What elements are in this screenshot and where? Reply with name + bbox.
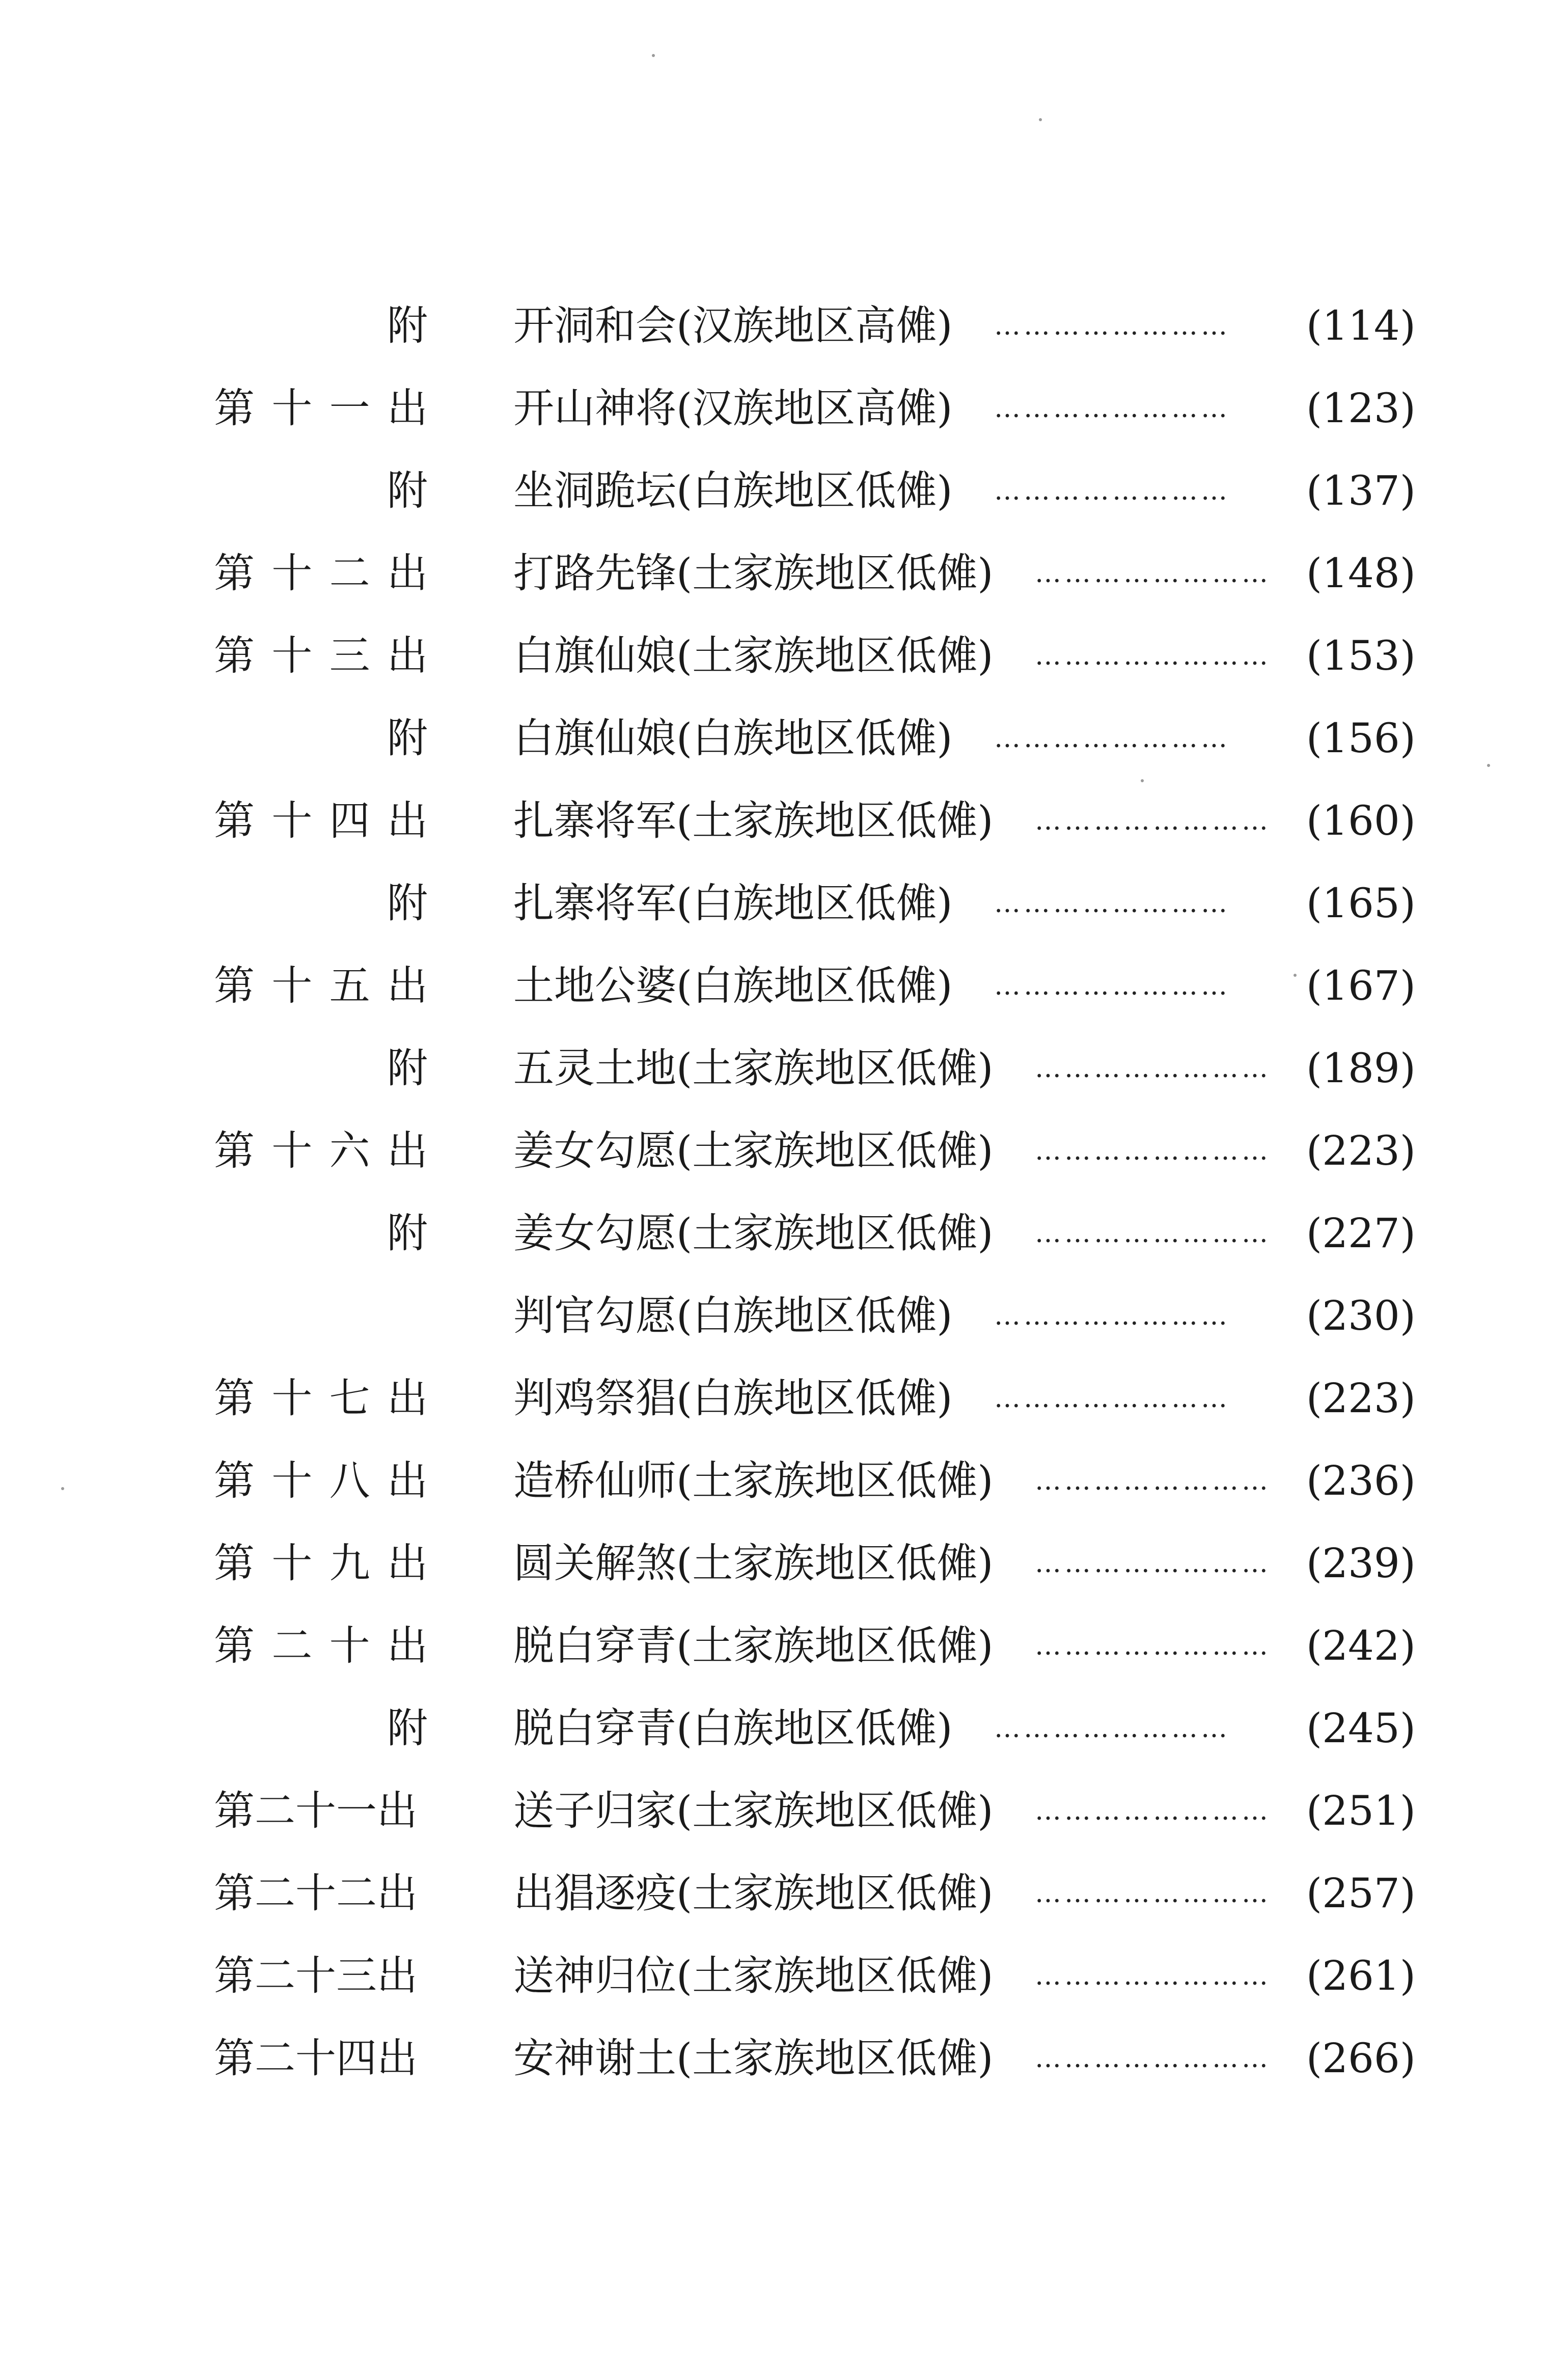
page-number: (242) — [1306, 1622, 1416, 1669]
leader-dots: …………………… — [994, 971, 1230, 1001]
chapter-label: 第 十 六 出 — [214, 1127, 428, 1174]
leader-dots: …………………… — [1035, 2043, 1271, 2074]
toc-entry — [0, 955, 1568, 1017]
leader-dots: …………………… — [1035, 558, 1271, 589]
toc-entry — [0, 1450, 1568, 1512]
page-number: (223) — [1306, 1375, 1416, 1422]
toc-entry — [0, 708, 1568, 769]
toc-entry — [0, 1533, 1568, 1594]
toc-entry — [0, 625, 1568, 686]
leader-dots: …………………… — [1035, 1631, 1271, 1661]
leader-dots: …………………… — [1035, 1548, 1271, 1579]
leader-dots: …………………… — [994, 1301, 1230, 1331]
entry-title: 送神归位(土家族地区低傩) — [513, 1952, 994, 1999]
toc-entry — [0, 1615, 1568, 1677]
entry-title: 扎寨将军(土家族地区低傩) — [513, 797, 994, 844]
leader-dots: …………………… — [994, 888, 1230, 919]
page-number: (153) — [1306, 632, 1416, 679]
chapter-label: 附 — [387, 467, 428, 514]
entry-title: 判官勾愿(白族地区低傩) — [513, 1292, 953, 1339]
entry-title: 坐洞跪坛(白族地区低傩) — [513, 467, 953, 514]
page-number: (230) — [1306, 1292, 1416, 1339]
toc-entry — [0, 1285, 1568, 1347]
toc-entry — [0, 295, 1568, 356]
scan-speck — [1487, 764, 1490, 767]
leader-dots: …………………… — [1035, 1218, 1271, 1249]
scan-speck — [652, 54, 655, 57]
leader-dots: …………………… — [1035, 1136, 1271, 1166]
toc-entry — [0, 873, 1568, 934]
entry-title: 姜女勾愿(土家族地区低傩) — [513, 1210, 994, 1257]
chapter-label: 第 十 八 出 — [214, 1457, 428, 1504]
page-number: (251) — [1306, 1787, 1416, 1834]
entry-title: 打路先锋(土家族地区低傩) — [513, 550, 994, 597]
entry-title: 姜女勾愿(土家族地区低傩) — [513, 1127, 994, 1174]
toc-entry — [0, 1863, 1568, 1924]
toc-entry — [0, 1203, 1568, 1264]
toc-entry — [0, 1780, 1568, 1842]
page-number: (156) — [1306, 715, 1416, 762]
page-number: (137) — [1306, 467, 1416, 514]
scan-speck — [1141, 779, 1144, 782]
toc-entry — [0, 1038, 1568, 1099]
leader-dots: …………………… — [1035, 1878, 1271, 1909]
chapter-label: 第 二 十 出 — [214, 1622, 428, 1669]
leader-dots: …………………… — [1035, 1961, 1271, 1991]
chapter-label: 附 — [387, 1045, 428, 1092]
leader-dots: …………………… — [994, 393, 1230, 424]
leader-dots: …………………… — [994, 723, 1230, 754]
page-number: (257) — [1306, 1870, 1416, 1917]
entry-title: 脱白穿青(土家族地区低傩) — [513, 1622, 994, 1669]
leader-dots: …………………… — [1035, 1466, 1271, 1496]
toc-entry — [0, 1945, 1568, 2007]
chapter-label: 附 — [387, 715, 428, 762]
entry-title: 脱白穿青(白族地区低傩) — [513, 1705, 953, 1752]
page-number: (165) — [1306, 880, 1416, 927]
entry-title: 扎寨将军(白族地区低傩) — [513, 880, 953, 927]
entry-title: 五灵土地(土家族地区低傩) — [513, 1045, 994, 1092]
page-number: (114) — [1306, 302, 1416, 349]
chapter-label: 第二十三出 — [214, 1952, 418, 1999]
chapter-label — [214, 1285, 428, 1347]
chapter-label: 第 十 七 出 — [214, 1375, 428, 1422]
entry-title: 圆关解煞(土家族地区低傩) — [513, 1540, 994, 1587]
page-number: (266) — [1306, 2035, 1416, 2082]
toc-entry — [0, 2028, 1568, 2089]
entry-title: 白旗仙娘(土家族地区低傩) — [513, 632, 994, 679]
toc-entry — [0, 790, 1568, 852]
entry-title: 出猖逐疫(土家族地区低傩) — [513, 1870, 994, 1917]
page-number: (261) — [1306, 1952, 1416, 1999]
leader-dots: …………………… — [1035, 641, 1271, 671]
entry-title: 土地公婆(白族地区低傩) — [513, 962, 953, 1009]
entry-title: 安神谢土(土家族地区低傩) — [513, 2035, 994, 2082]
chapter-label: 附 — [387, 880, 428, 927]
chapter-label: 第二十一出 — [214, 1787, 418, 1834]
page-number: (123) — [1306, 384, 1416, 432]
chapter-label: 第 十 九 出 — [214, 1540, 428, 1587]
page-number: (160) — [1306, 797, 1416, 844]
leader-dots: …………………… — [994, 311, 1230, 341]
page-number: (189) — [1306, 1045, 1416, 1092]
chapter-label: 第 十 一 出 — [214, 384, 428, 432]
chapter-label: 第 十 二 出 — [214, 550, 428, 597]
page-number: (167) — [1306, 962, 1416, 1009]
scan-speck — [61, 1487, 64, 1490]
chapter-label: 第 十 四 出 — [214, 797, 428, 844]
entry-title: 开山神将(汉族地区高傩) — [513, 384, 953, 432]
chapter-label: 附 — [387, 1705, 428, 1752]
page-number: (148) — [1306, 550, 1416, 597]
page-number: (245) — [1306, 1705, 1416, 1752]
chapter-label: 附 — [387, 1210, 428, 1257]
entry-title: 造桥仙师(土家族地区低傩) — [513, 1457, 994, 1504]
toc-entry — [0, 543, 1568, 604]
toc-entry — [0, 378, 1568, 439]
chapter-label: 第 十 三 出 — [214, 632, 428, 679]
chapter-label: 第 十 五 出 — [214, 962, 428, 1009]
chapter-label: 附 — [387, 302, 428, 349]
scan-speck — [1039, 118, 1042, 121]
toc-entry — [0, 460, 1568, 521]
leader-dots: …………………… — [1035, 806, 1271, 836]
page-number: (236) — [1306, 1457, 1416, 1504]
toc-entry — [0, 1698, 1568, 1759]
scan-speck — [1294, 974, 1297, 977]
page-number: (223) — [1306, 1127, 1416, 1174]
leader-dots: …………………… — [994, 476, 1230, 506]
entry-title: 白旗仙娘(白族地区低傩) — [513, 715, 953, 762]
page-number: (227) — [1306, 1210, 1416, 1257]
toc-entry — [0, 1120, 1568, 1182]
leader-dots: …………………… — [994, 1383, 1230, 1414]
entry-title: 判鸡祭猖(白族地区低傩) — [513, 1375, 953, 1422]
leader-dots: …………………… — [994, 1713, 1230, 1744]
entry-title: 送子归家(土家族地区低傩) — [513, 1787, 994, 1834]
page-number: (239) — [1306, 1540, 1416, 1587]
chapter-label: 第二十四出 — [214, 2035, 418, 2082]
chapter-label: 第二十二出 — [214, 1870, 418, 1917]
leader-dots: …………………… — [1035, 1796, 1271, 1826]
toc-entry — [0, 1368, 1568, 1429]
entry-title: 开洞和会(汉族地区高傩) — [513, 302, 953, 349]
leader-dots: …………………… — [1035, 1053, 1271, 1084]
